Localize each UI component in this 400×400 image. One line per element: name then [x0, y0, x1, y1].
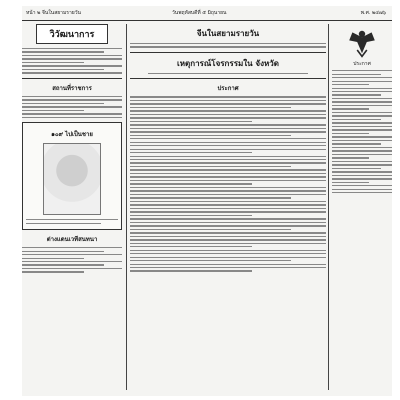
headline: เหตุการณ์โจรกรรมใน จังหวัด [177, 57, 279, 68]
emblem-caption: ประกาศ [353, 61, 371, 67]
portrait-photo [43, 143, 101, 215]
masthead-left: หน้า ๒ จีนในสยามรายวัน [26, 10, 81, 16]
right-column [332, 24, 392, 390]
boxed-notice [22, 122, 122, 230]
masthead-year: พ.ศ. ๒๔๗๖ [360, 10, 386, 16]
newspaper-page [22, 6, 392, 396]
masthead [22, 6, 392, 21]
section-heading: สถานที่ราชการ [52, 84, 92, 92]
left-column [22, 24, 122, 390]
column-divider [328, 24, 329, 390]
garuda-emblem-icon [346, 26, 378, 58]
bottom-heading: ต่างแดนเวทีสนทนา [46, 236, 98, 244]
column-divider [126, 24, 127, 390]
box-heading: ๑๐๙ ไปเป็นชาย [51, 131, 93, 139]
paper-title: จีนในสยามรายวัน [196, 28, 260, 38]
masthead-date: วันพฤหัสบดีที่ ๕ มิถุนายน [172, 10, 227, 16]
subheading: ประกาศ [217, 85, 239, 93]
banner-title: วิวัฒนาการ [36, 24, 108, 44]
middle-column [130, 24, 326, 390]
